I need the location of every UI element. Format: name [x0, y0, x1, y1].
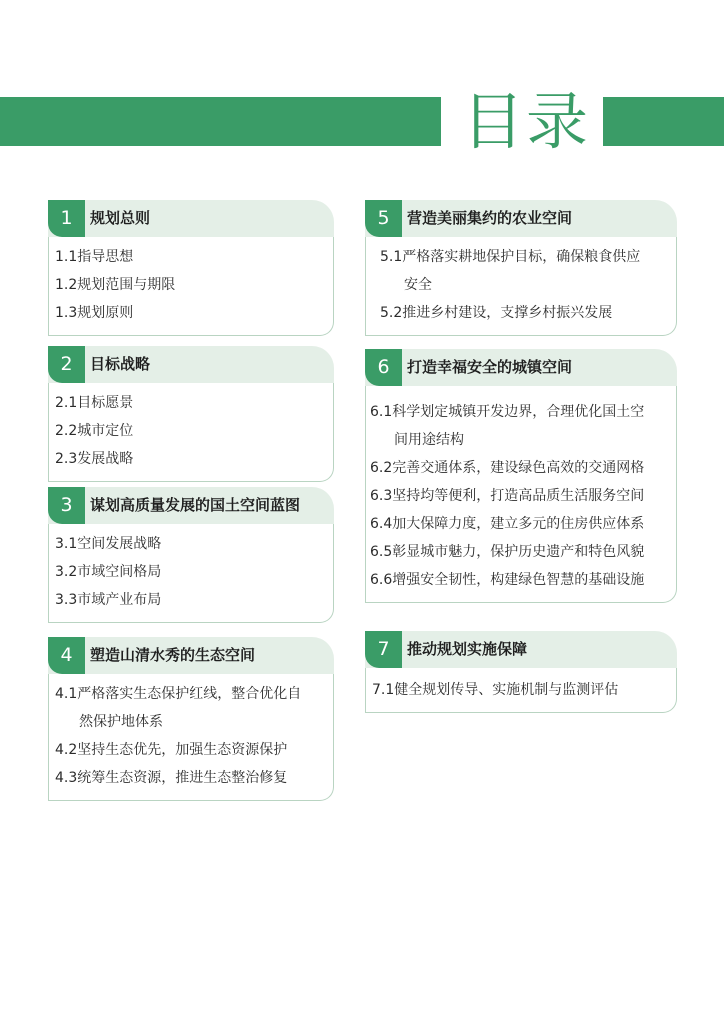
toc-item-2-2[interactable]: 2.2城市定位: [55, 423, 134, 439]
toc-item-6-2[interactable]: 6.2完善交通体系，建设绿色高效的交通网格: [370, 460, 645, 476]
section-items: [48, 524, 334, 623]
section-header[interactable]: [365, 349, 677, 386]
toc-section-2: [48, 346, 334, 482]
section-title: 营造美丽集约的农业空间: [407, 209, 573, 227]
toc-item-3-2[interactable]: 3.2市域空间格局: [55, 564, 162, 580]
toc-item-2-1[interactable]: 2.1目标愿景: [55, 395, 134, 411]
toc-item-6-6[interactable]: 6.6增强安全韧性，构建绿色智慧的基础设施: [370, 572, 645, 588]
section-header[interactable]: [48, 200, 334, 237]
section-title: 打造幸福安全的城镇空间: [407, 358, 573, 376]
section-title: 谋划高质量发展的国土空间蓝图: [90, 496, 301, 514]
toc-item-1-2[interactable]: 1.2规划范围与期限: [55, 277, 176, 293]
section-items: [48, 237, 334, 336]
section-header[interactable]: [365, 631, 677, 668]
toc-section-6: [365, 349, 677, 603]
section-header[interactable]: [48, 637, 334, 674]
section-items: [365, 386, 677, 603]
toc-item-4-1[interactable]: 4.1严格落实生态保护红线，整合优化自 然保护地体系: [55, 686, 302, 730]
section-items: [48, 674, 334, 801]
toc-section-7: [365, 631, 677, 713]
toc-section-1: [48, 200, 334, 336]
section-items: [365, 668, 677, 713]
page-title: 目录: [461, 85, 590, 158]
section-number: 5: [365, 200, 402, 237]
toc-section-4: [48, 637, 334, 801]
section-items: [48, 383, 334, 482]
toc-item-4-3[interactable]: 4.3统筹生态资源，推进生态整治修复: [55, 770, 288, 786]
section-number: 2: [48, 346, 85, 383]
toc-section-5: [365, 200, 677, 336]
section-header[interactable]: [48, 346, 334, 383]
toc-item-6-1[interactable]: 6.1科学划定城镇开发边界，合理优化国土空 间用途结构: [370, 404, 645, 448]
section-number: 7: [365, 631, 402, 668]
section-title: 塑造山清水秀的生态空间: [90, 646, 256, 664]
header-band-right: [603, 97, 724, 146]
toc-item-7-1[interactable]: 7.1健全规划传导、实施机制与监测评估: [372, 682, 619, 698]
section-title: 目标战略: [90, 355, 151, 373]
toc-section-3: [48, 487, 334, 623]
section-title: 推动规划实施保障: [407, 640, 528, 658]
toc-item-2-3[interactable]: 2.3发展战略: [55, 451, 134, 467]
section-number: 3: [48, 487, 85, 524]
toc-item-5-1[interactable]: 5.1严格落实耕地保护目标，确保粮食供应 安全: [380, 249, 641, 293]
header-band-left: [0, 97, 441, 146]
toc-item-1-3[interactable]: 1.3规划原则: [55, 305, 134, 321]
section-header[interactable]: [48, 487, 334, 524]
toc-item-6-5[interactable]: 6.5彰显城市魅力，保护历史遗产和特色风貌: [370, 544, 645, 560]
toc-item-6-3[interactable]: 6.3坚持均等便利，打造高品质生活服务空间: [370, 488, 645, 504]
section-number: 4: [48, 637, 85, 674]
toc-item-4-2[interactable]: 4.2坚持生态优先，加强生态资源保护: [55, 742, 288, 758]
toc-item-6-4[interactable]: 6.4加大保障力度，建立多元的住房供应体系: [370, 516, 645, 532]
section-header[interactable]: [365, 200, 677, 237]
section-number: 6: [365, 349, 402, 386]
toc-item-5-2[interactable]: 5.2推进乡村建设，支撑乡村振兴发展: [380, 305, 613, 321]
section-title: 规划总则: [90, 209, 151, 227]
toc-item-3-1[interactable]: 3.1空间发展战略: [55, 536, 162, 552]
section-number: 1: [48, 200, 85, 237]
section-items: [365, 237, 677, 336]
toc-item-1-1[interactable]: 1.1指导思想: [55, 249, 134, 265]
toc-item-3-3[interactable]: 3.3市域产业布局: [55, 592, 162, 608]
